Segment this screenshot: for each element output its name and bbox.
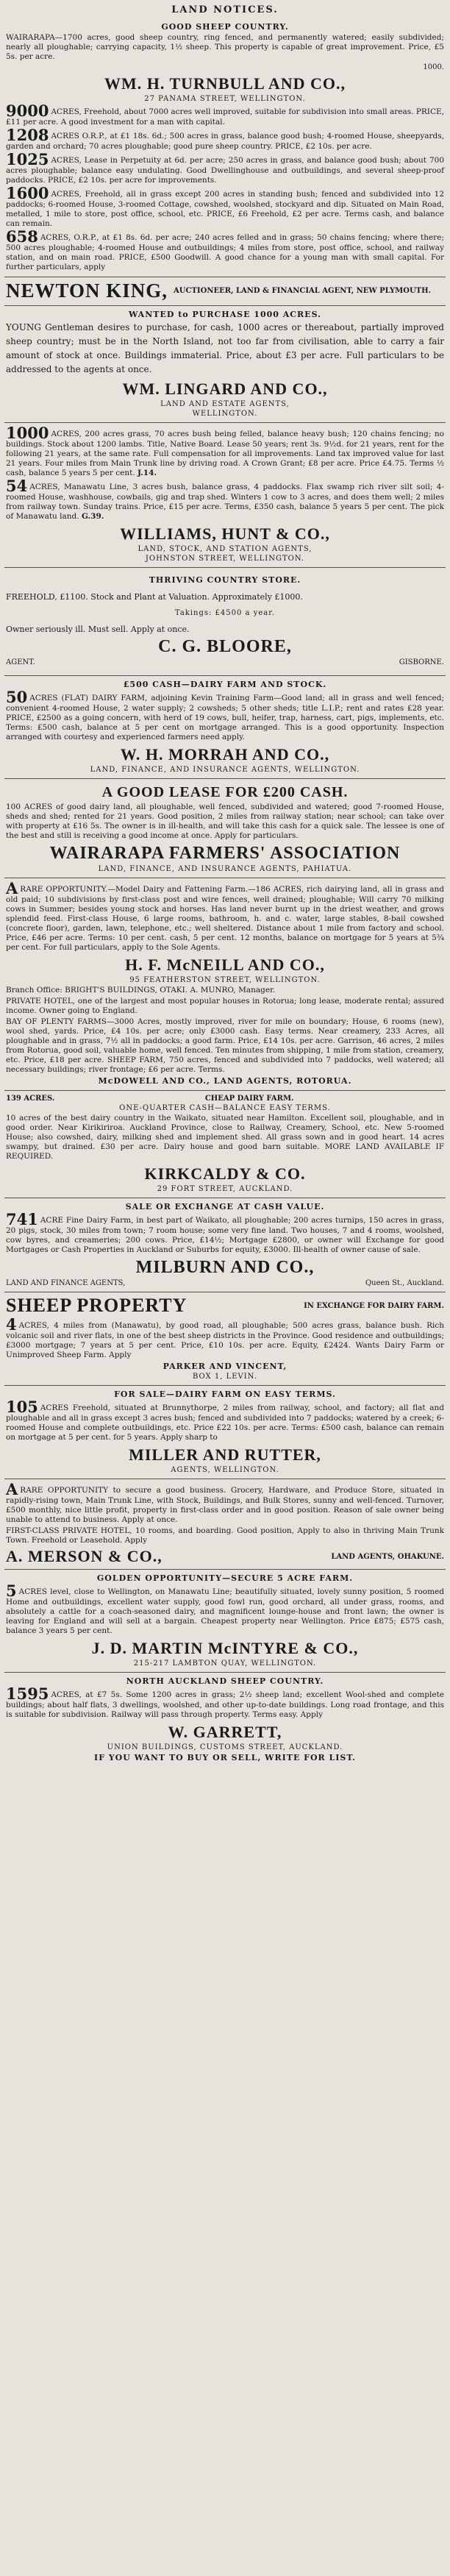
land-notices-page — [4, 3, 446, 2570]
listing: ARARE OPPORTUNITY.—Model Dairy and Fattening Farm.—186 ACRES, rich dairying land, all in grass and old paid; 10 subdivisions by first-class post and wire fences, well drained; ploughable; Will carry 70 milking cows in Summer; besides young stock and horses. Has land never burnt up in the driest weather, and grows splendid feed. First-class House, 6 large rooms, bathroom, h. and c. water, large stables, 8-bail cowshed (concrete floor), garden, lawn, telephone, etc.; well sheltered. Distance about 1 mile from factory and school. Price, £46 per acre. Terms: 10 per cent. cash, 5 per cent. 12 months, balance on mortgage for 5 years at 5¾ per cent. For full particulars, apply to the Sole Agents. — [6, 879, 444, 952]
agent-address: JOHNSTON STREET, WELLINGTON. — [145, 555, 305, 563]
listing: 741 ACRE Fine Dairy Farm, in best part of Waikato, all ploughable; 200 acres turnips, 150 acres in grass, 20 pigs, stock, 30 miles from town; 7 room house; some very fine land. Two houses, 7 and 4 rooms, woolshed, cow byres, and creameries; 200 cows. Price, £14½; Mortgage £2800, or owner will Exchange for good Mortgages or Cash Properties in Auckland or Suburbs for equity, £3000. Ill-health of owner cause of sale. — [6, 1210, 444, 1254]
listing: BAY OF PLENTY FARMS—3000 Acres, mostly improved, river for mile on boundary; House, 6 rooms (new), wool shed, yards. Price, £4 10s. per acre; only £3000 cash. Easy terms. Near creamery, 233 Acres, all ploughable and in grass, 7½ all in paddocks; a good farm. Price, £14 10s. per acre. Garrison, 46 acres, 2 miles from Rotorua, good soil, valuable home, well fenced. Ten minutes from shipping, 1 mile from station, creamery, etc. Price, £18 per acre. SHEEP FARM, 750 acres, fenced and subdivided into 7 paddocks, well watered; all necessary buildings; river frontage; £6 per acre. Terms. — [6, 1017, 444, 1074]
ad-note: IF YOU WANT TO BUY OR SELL, WRITE FOR LIST. — [94, 1753, 356, 1762]
ad-title: CHEAP DAIRY FARM. — [204, 1095, 294, 1103]
ad-newton-king — [4, 277, 446, 306]
agent-role: LAND AGENTS, OHAKUNE. — [331, 1552, 444, 1561]
agent-name: MILLER AND RUTTER, — [129, 1445, 321, 1464]
listing: ARARE OPPORTUNITY to secure a good business. Grocery, Hardware, and Produce Store, situated in rapidly-rising town, Main Trunk Line, with Stock, Buildings, and Bulk Stores, sunny and well-fenced. Turnover, £500 monthly, nice little profit, property in first-class order and in good position. Reason of sale owner being unable to attend to business. Apply at once. — [6, 1480, 444, 1524]
agent-label: AGENT. — [6, 658, 35, 666]
agent-address: 95 FEATHERSTON STREET, WELLINGTON. — [129, 976, 321, 984]
listing: 1000 ACRES, 200 acres grass, 70 acres bush being felled, balance heavy bush; 120 chains fencing; no buildings. Stock about 1200 lambs. Title, Native Board. Lease 50 years; rent 3s. 9½d. for 21 years, rent for the following 21 years, at the same rate. Full compensation for all improvements. Land tax improved value for last 21 years. Four miles from Main Trunk line by driving road. A Crown Grant; £8 per acre. Price £4.75. Terms ½ cash, balance 5 years 5 per cent. J.14. — [6, 424, 444, 477]
listing: 50 ACRES (FLAT) DAIRY FARM, adjoining Kevin Training Farm—Good land; all in grass and well fenced; convenient 4-roomed House, 2 water supply; 2 cowsheds; 5 other sheds; title L.I.P.; rent and rates £28 year. PRICE, £2500 as a going concern, with herd of 19 cows, bull, heifer, trap, harness, cart, pigs, implements, etc. Terms: £500 cash, balance at 5 per cent on mortgage arranged. This is a good opportunity. Inspection arranged with courtesy and experienced farmers need apply. — [6, 688, 444, 741]
ad-text: WAIRARAPA—1700 acres, good sheep country, ring fenced, and permanently watered; easily subdivided; nearly all ploughable; carrying capacity, 1½ sheep. This property is capable of great improvement. Price, £5 5s. per acre. — [6, 33, 444, 61]
ad-title: SALE OR EXCHANGE AT CASH VALUE. — [125, 1202, 325, 1211]
ad-title: GOOD SHEEP COUNTRY. — [161, 22, 289, 32]
ad-ref: 139 ACRES. — [6, 1095, 55, 1103]
listing: 4 ACRES, 4 miles from (Manawatu), by good road, all ploughable; 500 acres grass, balance bush. Rich volcanic soil and river flats, in one of the best sheep districts in the Province. Good residence and outbuildings; £3000 mortgage; 7 years at 5 per cent. Price, £10 10s. per acre. Equity, £2424. Wants Dairy Farm or Unimproved Sheep Farm. Apply — [6, 1315, 444, 1359]
agent-name: WM. H. TURNBULL AND CO., — [104, 74, 346, 93]
ad-merson — [4, 1479, 446, 1570]
agent-address: WELLINGTON. — [192, 410, 258, 418]
agent-role: LAND, FINANCE, AND INSURANCE AGENTS, WELLINGTON. — [90, 766, 360, 774]
agent-role: LAND AND FINANCE AGENTS, — [6, 1279, 126, 1287]
store-note: Owner seriously ill. Must sell. Apply at once. — [6, 625, 190, 634]
agent-address: UNION BUILDINGS, CUSTOMS STREET, AUCKLAND. — [107, 1743, 343, 1751]
listing: 105 ACRES Freehold, situated at Brunnythorpe, 2 miles from railway, school, and factory; all flat and ploughable and all in grass except 3 acres bush; fenced and subdivided into 7 paddocks; watered by a creek; 6-roomed House and complete outbuildings, etc. Price £22 10s. per acre. Terms: £500 cash, balance can remain on mortgage at 5 per cent. for 5 years. Apply sharp to — [6, 1398, 444, 1442]
agent-footer: McDOWELL AND CO., LAND AGENTS, ROTORUA. — [98, 1076, 352, 1086]
ad-title: A GOOD LEASE FOR £200 CASH. — [101, 784, 349, 800]
ad-mcintyre — [4, 1570, 446, 1673]
ad-turnbull — [4, 18, 446, 277]
ad-mcneill — [4, 878, 446, 1091]
agent-role: LAND, FINANCE, AND INSURANCE AGENTS, PAHIATUA. — [98, 865, 352, 873]
agent-role: AUCTIONEER, LAND & FINANCIAL AGENT, NEW PLYMOUTH. — [174, 287, 432, 295]
ad-text: 10 acres of the best dairy country in the Waikato, situated near Hamilton. Excellent soil, ploughable, and in good order. Near Kirikiriroa. Auckland Province, close to Railway, Creamery, School, etc. New 5-roomed House; also cowshed, dairy, milking shed and implement shed. All grass sown and in good heart. 14 acres swampy, but drained. £30 per acre. Dairy house and good barn suitable. MORE LAND AVAILABLE IF REQUIRED. — [6, 1114, 444, 1161]
agent-name: MILBURN AND CO., — [135, 1258, 315, 1277]
agent-address: Queen St., Auckland. — [365, 1279, 444, 1287]
agent-role: AGENTS, WELLINGTON. — [171, 1466, 279, 1474]
agent-name: WAIRARAPA FARMERS' ASSOCIATION — [49, 844, 401, 863]
ad-miller-rutter — [4, 1386, 446, 1479]
contact-box: BOX 1, LEVIN. — [193, 1373, 257, 1381]
listing: 9000 ACRES, Freehold, about 7000 acres well improved, suitable for subdivision into small areas. PRICE, £11 per acre. A good investment for a man with capital. — [6, 102, 444, 127]
ad-williams-hunt — [4, 423, 446, 568]
store-price: FREEHOLD, £1100. Stock and Plant at Valuation. Approximately £1000. — [6, 592, 303, 602]
agent-name: H. F. McNEILL AND CO., — [125, 956, 325, 974]
ad-kirkcaldy — [4, 1091, 446, 1198]
ad-title: GOLDEN OPPORTUNITY—SECURE 5 ACRE FARM. — [96, 1573, 354, 1583]
ad-title: NORTH AUCKLAND SHEEP COUNTRY. — [126, 1676, 324, 1686]
ad-ref: G.39. — [81, 512, 104, 521]
agent-name: W. H. MORRAH AND CO., — [120, 745, 330, 764]
agent-role: LAND, STOCK, AND STATION AGENTS, — [138, 545, 312, 553]
agent-name: W. GARRETT, — [168, 1723, 282, 1741]
agent-name: J. D. MARTIN McINTYRE & CO., — [91, 1639, 359, 1657]
contact-name: PARKER AND VINCENT, — [162, 1362, 288, 1371]
ad-text: 100 ACRES of good dairy land, all ploughable, well fenced, subdivided and watered; good 7-roomed House, sheds and shed; rented for 21 years. Good position, 2 miles from railway station; near school; can take over with property at £16 5s. The owner is in ill-health, and will take this cash for a quick sale. The lessee is one of the best and still is receiving a good income at once. Apply for particulars. — [6, 803, 444, 840]
agent-name: NEWTON KING, — [6, 280, 168, 302]
agent-address: 215-217 LAMBTON QUAY, WELLINGTON. — [133, 1659, 317, 1668]
listing: 658 ACRES, O.R.P., at £1 8s. 6d. per acre; 240 acres felled and in grass; 50 chains fencing; where there; 500 acres ploughable; 4-roomed House and outbuildings; 4 miles from store, post office, school, and railway station, and on main road. PRICE, £500 Goodwill. A good chance for a young man with small capital. For further particulars, apply — [6, 227, 444, 271]
listing: 1600 ACRES, Freehold, all in grass except 200 acres in standing bush; fenced and subdivided into 12 paddocks; 6-roomed House, 3-roomed Cottage, cowshed, woolshed, stockyard and dip. Situated on Main Road, metalled, 1 mile to store, post office, school, etc. PRICE, £6 Freehold, £2 per acre. Terms cash, and balance can remain. — [6, 184, 444, 228]
agent-name: KIRKCALDY & CO. — [144, 1164, 306, 1183]
agent-town: GISBORNE. — [399, 658, 444, 666]
store-takings: Takings: £4500 a year. — [174, 609, 276, 617]
ad-title: THRIVING COUNTRY STORE. — [149, 575, 301, 585]
ad-morrah — [4, 676, 446, 779]
ad-title: FOR SALE—DAIRY FARM ON EASY TERMS. — [114, 1390, 336, 1399]
branch-office: Branch Office: BRIGHT'S BUILDINGS, OTAKI. A. MUNRO, Manager. — [6, 986, 276, 995]
ad-ref: 1000. — [423, 63, 444, 71]
agent-name: A. MERSON & CO., — [6, 1547, 162, 1565]
ad-wairarapa-farmers — [4, 779, 446, 878]
ad-subtitle: ONE-QUARTER CASH—BALANCE EASY TERMS. — [119, 1104, 331, 1112]
ad-milburn — [4, 1198, 446, 1292]
agent-address: 29 FORT STREET, AUCKLAND. — [157, 1185, 293, 1193]
ad-garrett — [4, 1673, 446, 1767]
ad-sheep-property — [4, 1292, 446, 1386]
listing: 5 ACRES level, close to Wellington, on Manawatu Line; beautifully situated, lovely sunny position, 5 roomed Home and outbuildings, excellent water supply, good fowl run, good orchard, all under grass, rooms, and absolutely a cattle for a coach-seasoned dairy, and magnificent lounge-house and front lawn; the owner is leaving for England and will sell at a bargain. Cheapest property near Wellington. Price £875; £575 cash, balance 3 years 5 per cent. — [6, 1581, 444, 1635]
ad-ref: J.14. — [138, 469, 157, 477]
listing: FIRST-CLASS PRIVATE HOTEL, 10 rooms, and boarding. Good position, Apply to also in thriving Main Trunk Town. Freehold or Leasehold. Apply — [6, 1526, 444, 1545]
page-heading: LAND NOTICES. — [171, 4, 279, 15]
ad-title: SHEEP PROPERTY — [6, 1295, 188, 1316]
listing: 1208 ACRES O.R.P., at £1 18s. 6d.; 500 acres in grass, balance good bush; 4-roomed House, sheepyards, garden and orchard; 70 acres ploughable; good pure sheep country. PRICE, £2 10s. per acre. — [6, 126, 444, 151]
ad-title: WANTED to PURCHASE 1000 ACRES. — [129, 310, 321, 319]
listing: 54 ACRES, Manawatu Line, 3 acres bush, balance grass, 4 paddocks. Flax swamp rich river silt soil; 4-roomed House, washhouse, cowbails, gig and trap shed. Winters 1 cow to 3 acres, and does them well; 2 miles from railway town. Sunday trains. Price, £15 per acre. Terms, £350 cash, balance 5 years 5 per cent. The pick of Manawatu land. G.39. — [6, 477, 444, 521]
agent-name: C. G. BLOORE, — [158, 637, 292, 656]
listing: 1025 ACRES, Lease in Perpetuity at 6d. per acre; 250 acres in grass, and balance good bush; about 700 acres ploughable; balance easy undulating. Good Dwellinghouse and outbuildings, and several sheep-proof paddocks. PRICE, £2 10s. per acre for improvements. — [6, 150, 444, 185]
ad-text: YOUNG Gentleman desires to purchase, for cash, 1000 acres or thereabout, partially improved sheep country; must be in the North Island, not too far from civilisation, able to carry a fair amount of stock at once. Buildings immaterial. Price, about £3 per acre. Full particulars to be addressed to the agents at once. — [6, 322, 444, 374]
ad-title: £500 CASH—DAIRY FARM AND STOCK. — [123, 680, 327, 689]
agent-address: 27 PANAMA STREET, WELLINGTON. — [144, 95, 306, 103]
listing: PRIVATE HOTEL, one of the largest and most popular houses in Rotorua; long lease, moderate rental; assured income. Owner going to England. — [6, 997, 444, 1015]
agent-name: WILLIAMS, HUNT & CO., — [120, 524, 330, 543]
ad-subtitle: IN EXCHANGE FOR DAIRY FARM. — [304, 1301, 444, 1310]
ad-bloore — [4, 568, 446, 676]
listing: 1595 ACRES, at £7 5s. Some 1200 acres in grass; 2½ sheep land; excellent Wool-shed and complete buildings; about half flats, 3 dwellings, woolshed, and other up-to-date buildings. Long road frontage, and this is suitable for subdivision. Railway will pass through property. Terms easy. Apply — [6, 1684, 444, 1719]
ad-lingard — [4, 306, 446, 423]
agent-name: WM. LINGARD AND CO., — [122, 380, 328, 398]
agent-role: LAND AND ESTATE AGENTS, — [160, 400, 290, 408]
